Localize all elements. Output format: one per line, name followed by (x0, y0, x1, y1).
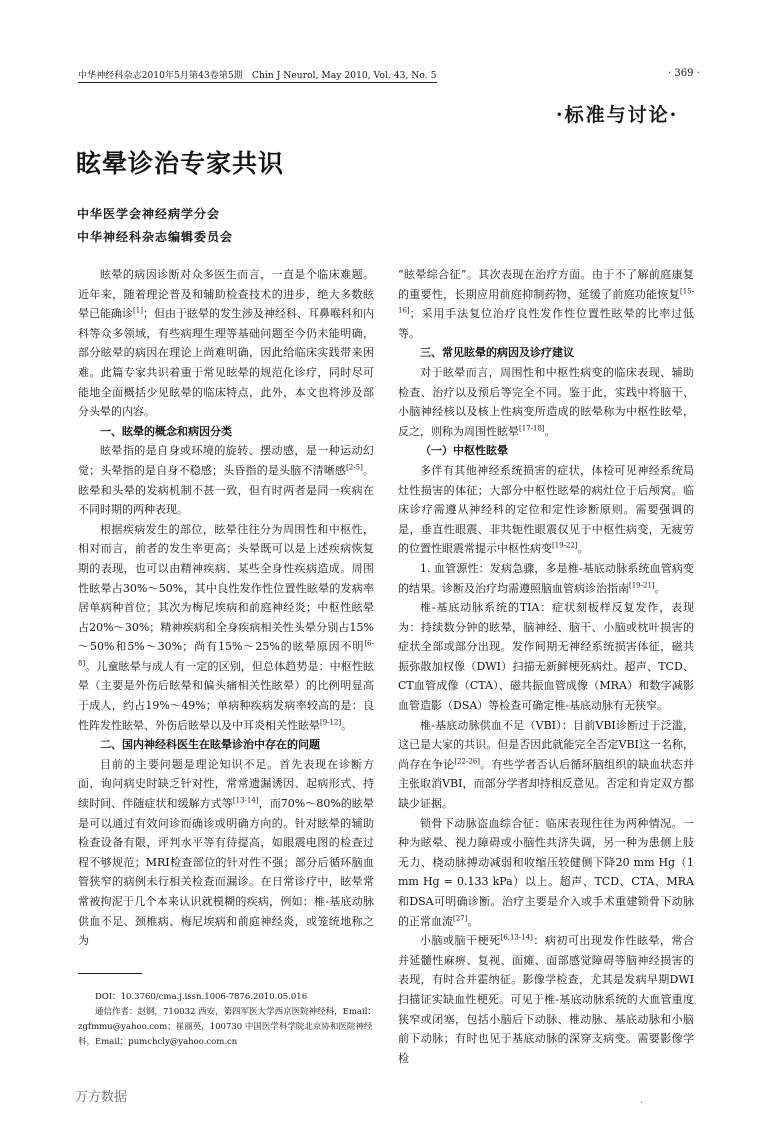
citation: [17-18] (519, 424, 545, 433)
paragraph: 目前的主要问题是理论知识不足。首先表现在诊断方面，询问病史时缺乏针对性，常常遗漏诱因、起病形式、持续时间、伴随症状和缓解方式等[13-14]，而70%～80%的眩晕是可以通过有效问诊而确诊或明确方向的。针对眩晕的辅助检查设备有限，评判水平等有待提高，如眼震电图的检查过程不够规范；MRI检查部位的针对性不强；部分后循环脑血管狭窄的病例未行相关检查而漏诊。在日常诊疗中，眩晕常常被拘泥于几个本来认识就模糊的疾病，例如：椎-基底动脉供血不足、颈椎病、梅尼埃病和前庭神经炎，或笼统地称之为 (78, 757, 374, 948)
citation: [2-5] (346, 463, 363, 472)
citation: [19-21] (629, 580, 655, 589)
paragraph: “眩晕综合征”。其次表现在治疗方面。由于不了解前庭康复的重要性，长期应用前庭抑制药物，延缓了前庭功能恢复[15-16]；采用手法复位治疗良性发作性位置性眩晕的比率过低等。 (398, 268, 694, 340)
footnotes (78, 990, 378, 1050)
doi: DOI：10.3760/cma.j.issn.1006-7876.2010.05.016 (95, 992, 308, 1002)
citation: [13-14] (232, 796, 259, 805)
journal-header: 中华神经科杂志2010年5月第43卷第5期 Chin J Neurol, May 2010, Vol. 43, No. 5 (78, 68, 437, 83)
author-1: 中华医学会神经病学分会 (77, 207, 221, 221)
paragraph: 椎-基底动脉供血不足（VBI）：目前VBI诊断过于泛滥，这已是大家的共识。但是否因此就能完全否定VBI这一名称，尚存在争论[22-26]。有些学者否认后循环脑组织的缺血状态并主张取消VBI，而部分学者却持相反意见。否定和肯定双方都缺少证据。 (398, 718, 695, 811)
section-tag: ·标准与讨论· (556, 104, 679, 126)
citation: [15-16] (398, 286, 694, 315)
right-column (398, 265, 694, 1068)
paragraph: 小脑或脑干梗死[6,13-14]：病初可出现发作性眩晕，常合并延髓性麻痹、复视、面瘫、面部感觉障碍等脑神经损害的表现，有时合并霍纳征。影像学检查，尤其是发病早期DWI扫描证实缺血性梗死。可见于椎-基底动脉系统的大血管重度狭窄或闭塞，包括小脑后下动脉、椎动脉、基底动脉和小脑前下动脉；有时也见于基底动脉的深穿支病变。需要影像学检 (398, 933, 695, 1065)
paragraph: 1. 血管源性：发病急骤，多是椎-基底动脉系统血管病变的结果。诊断及治疗均需遵照脑血管病诊治指南[19-21]。 (398, 561, 694, 595)
section-heading: 一、眩晕的概念和病因分类 (100, 424, 232, 438)
subsection-heading: （一）中枢性眩晕 (420, 444, 508, 458)
paragraph: 眩晕的病因诊断对众多医生而言，一直是个临床难题。近年来，随着理论普及和辅助检查技术的进步，绝大多数眩晕已能确诊[1]；但由于眩晕的发生涉及神经科、耳鼻喉科和内科等众多领域，有些病理生理等基础问题至今仍未能明确，部分眩晕的病因在理论上尚难明确，因此给临床实践带来困难。此篇专家共识着重于常见眩晕的规范化诊疗，同时尽可能地全面概括少见眩晕的临床特点，此外，本文也将涉及部分头晕的内容。 (78, 268, 374, 419)
correspondence: 通信作者：赵钢，710032 西安，第四军医大学西京医院神经科，Email：zgfmmu@yahoo.com；崔丽英，100730 中国医学科学院北京协和医院神经科，Email：pumchcly@yahoo.com.cn (78, 1007, 376, 1047)
paragraph: 眩晕指的是自身或环境的旋转、摆动感，是一种运动幻觉；头晕指的是自身不稳感；头昏指的是头脑不清晰感[2-5]。眩晕和头晕的发病机制不甚一致，但有时两者是同一疾病在不同时期的两种表现。 (78, 444, 374, 517)
citation: [6,13-14] (500, 933, 533, 942)
author-2: 中华神经科杂志编辑委员会 (77, 230, 234, 244)
left-column (78, 265, 374, 951)
paragraph: 对于眩晕而言，周围性和中枢性病变的临床表现、辅助检查、治疗以及预后等完全不同。鉴于此，实践中将脑干、小脑神经核以及核上性病变所造成的眩晕称为中枢性眩晕，反之，则称为周围性眩晕[17-18]。 (398, 365, 694, 438)
citation: [27] (453, 913, 468, 922)
paragraph: 根据疾病发生的部位，眩晕往往分为周围性和中枢性，相对而言，前者的发生率更高；头晕既可以是上述疾病恢复期的表现，也可以由精神疾病、某些全身性疾病造成。周围性眩晕占30%～50%，其中良性发作性位置性眩晕的发病率居单病种首位；其次为梅尼埃病和前庭神经炎；中枢性眩晕占20%～30%；精神疾病和全身疾病相关性头晕分别占15%～50%和5%～30%；尚有15%～25%的眩晕原因不明[6-8]。儿童眩晕与成人有一定的区别，但总体趋势是：中枢性眩晕（主要是外伤后眩晕和偏头痛相关性眩晕）的比例明显高于成人，约占19%～49%；单病种疾病发病率较高的是：良性阵发性眩晕、外伤后眩晕以及中耳炎相关性眩晕[9-12]。 (78, 522, 374, 732)
article-title: 眩晕诊治专家共识 (76, 149, 285, 178)
paragraph: 椎-基底动脉系统的TIA：症状刻板样反复发作，表现为：持续数分钟的眩晕，脑神经、脑干、小脑或枕叶损害的症状全部或部分出现。发作间期无神经系统损害体征，磁共振弥散加权像（DWI）扫描无新鲜梗死病灶。超声、TCD、CT血管成像（CTA）、磁共振血管成像（MRA）和数字减影血管造影（DSA）等检查可确定椎-基底动脉有无狭窄。 (398, 601, 694, 713)
citation: [1] (133, 306, 143, 315)
paragraph: 多伴有其他神经系统损害的症状，体检可见神经系统局灶性损害的体征；大部分中枢性眩晕的病灶位于后颅窝。临床诊疗需遵从神经科的定位和定性诊断原则。需要强调的是，垂直性眼震、非共轭性眼震仅见于中枢性病变，无疲劳的位置性眼震常提示中枢性病变[19-22]。 (398, 463, 694, 556)
footnote-divider (78, 973, 142, 974)
citation: [9-12] (320, 718, 342, 726)
paragraph: 锁骨下动脉盗血综合征：临床表现往往为两种情况。一种为眩晕、视力障碍或小脑性共济失调，另一种为患侧上肢无力、桡动脉搏动减弱和收缩压较健侧下降20 mm Hg（1 mm Hg = 0.133 kPa）以上。超声、TCD、CTA、MRA和DSA可明确诊断。治疗主要是介入或手术重建锁骨下动脉的正常血流[27]。 (398, 816, 694, 928)
citation: [22-26] (454, 757, 480, 766)
page-mark: · (640, 1098, 644, 1109)
page-number: · 369 · (668, 68, 700, 79)
section-heading: 二、国内神经科医生在眩晕诊治中存在的问题 (100, 738, 320, 752)
watermark: 万方数据 (75, 1090, 128, 1105)
citation: [19-22] (552, 541, 578, 550)
section-heading: 三、常见眩晕的病因及诊疗建议 (420, 346, 574, 360)
citation: [6-8] (78, 639, 374, 668)
